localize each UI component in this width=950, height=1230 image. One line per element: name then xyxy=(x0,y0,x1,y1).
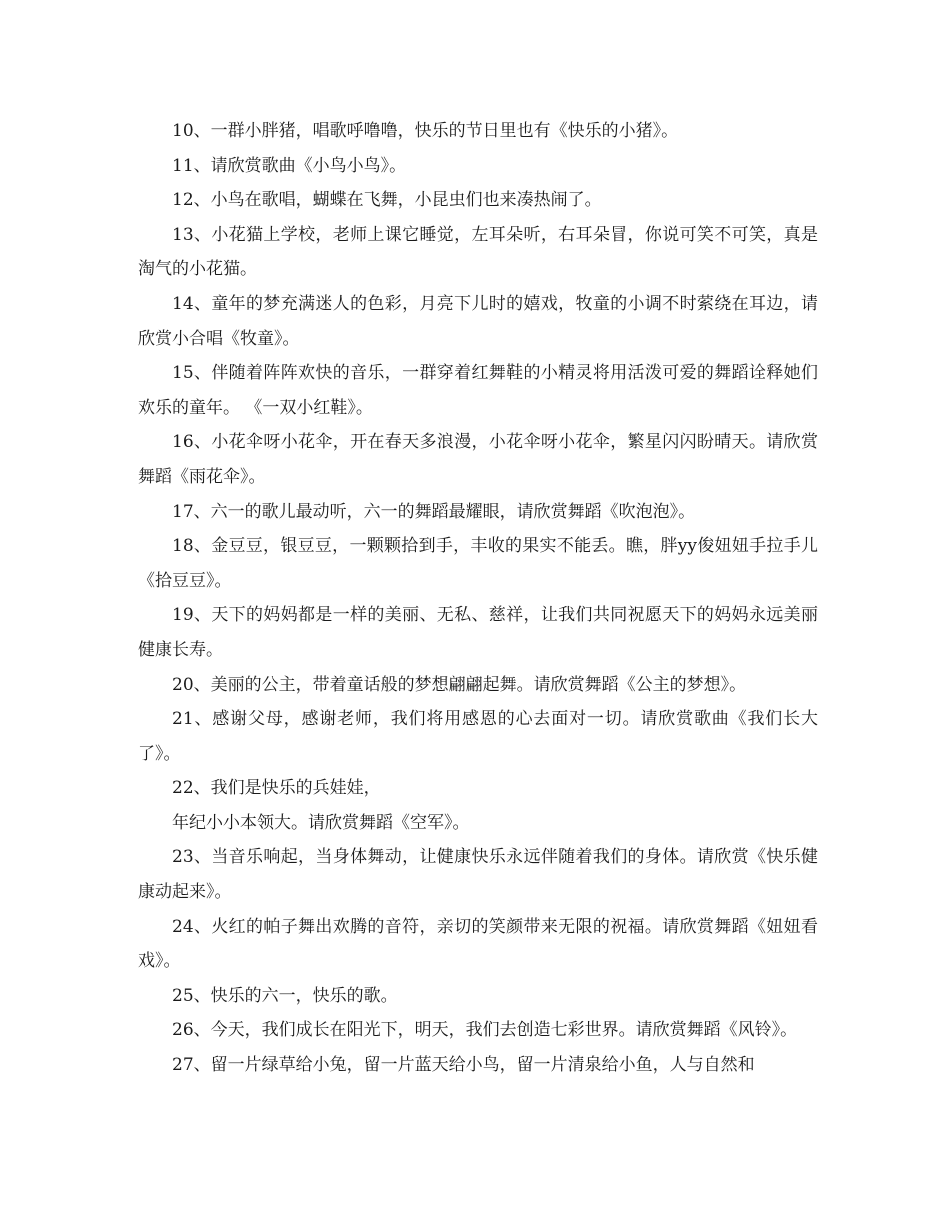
paragraph-17: 17、六一的歌儿最动听，六一的舞蹈最耀眼，请欣赏舞蹈《吹泡泡》。 xyxy=(172,501,696,522)
paragraph-11: 11、请欣赏歌曲《小鸟小鸟》。 xyxy=(172,155,407,176)
paragraph-22-continued: 年纪小小本领大。请欣赏舞蹈《空军》。 xyxy=(172,812,470,833)
paragraph-20: 20、美丽的公主，带着童话般的梦想翩翩起舞。请欣赏舞蹈《公主的梦想》。 xyxy=(172,674,747,695)
paragraph-23: 23、当音乐响起，当身体舞动，让健康快乐永远伴随着我们的身体。请欣赏《快乐健康动起来》。 xyxy=(138,847,818,903)
paragraph-19: 19、天下的妈妈都是一样的美丽、无私、慈祥，让我们共同祝愿天下的妈妈永远美丽健康长寿。 xyxy=(138,605,818,660)
paragraph-12: 12、小鸟在歌唱，蝴蝶在飞舞，小昆虫们也来凑热闹了。 xyxy=(172,190,602,211)
paragraph-18: 18、金豆豆，银豆豆，一颗颗拾到手，丰收的果实不能丢。瞧，胖yy俊妞妞手拉手儿《拾豆豆》。 xyxy=(138,536,818,591)
paragraph-24: 24、火红的帕子舞出欢腾的音符，亲切的笑颜带来无限的祝福。请欣赏舞蹈《妞妞看戏》。 xyxy=(138,916,818,972)
paragraph-15: 15、伴随着阵阵欢快的音乐，一群穿着红舞鞋的小精灵将用活泼可爱的舞蹈诠释她们欢乐的童年。 《一双小红鞋》。 xyxy=(138,363,818,418)
paragraph-14: 14、童年的梦充满迷人的色彩，月亮下儿时的嬉戏，牧童的小调不时萦绕在耳边，请欣赏小合唱《牧童》。 xyxy=(138,293,818,349)
paragraph-13: 13、小花猫上学校，老师上课它睡觉，左耳朵听，右耳朵冒，你说可笑不可笑，真是淘气的小花猫。 xyxy=(138,224,818,280)
paragraph-26: 26、今天，我们成长在阳光下，明天，我们去创造七彩世界。请欣赏舞蹈《风铃》。 xyxy=(172,1020,798,1041)
paragraph-25: 25、快乐的六一，快乐的歌。 xyxy=(172,985,398,1006)
paragraph-27: 27、留一片绿草给小兔，留一片蓝天给小鸟，留一片清泉给小鱼，人与自然和 xyxy=(172,1055,755,1076)
paragraph-10: 10、一群小胖猪，唱歌呼噜噜，快乐的节日里也有《快乐的小猪》。 xyxy=(172,121,679,141)
paragraph-16: 16、小花伞呀小花伞，开在春天多浪漫，小花伞呀小花伞，繁星闪闪盼晴天。请欣赏舞蹈《雨花伞》。 xyxy=(138,432,818,487)
document-body xyxy=(138,114,818,1083)
paragraph-21: 21、感谢父母，感谢老师，我们将用感恩的心去面对一切。请欣赏歌曲《我们长大了》。 xyxy=(138,709,818,764)
paragraph-22: 22、我们是快乐的兵娃娃， xyxy=(172,778,381,799)
